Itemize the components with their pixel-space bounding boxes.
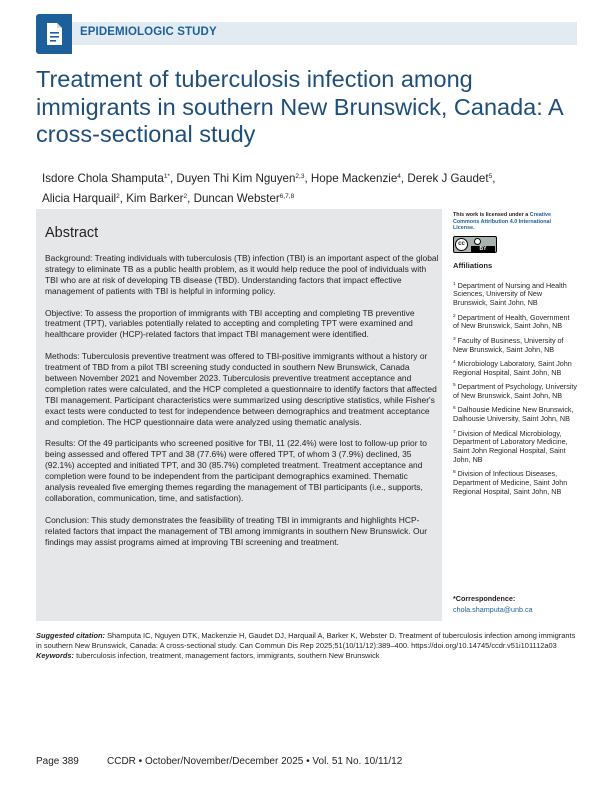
journal-issue: CCDR • October/November/December 2025 • Vol. 51 No. 10/11/12: [107, 756, 403, 767]
author-affiliation-ref: 2: [116, 193, 120, 200]
affiliation-number: 8: [453, 470, 456, 476]
author-affiliation-ref: 4: [397, 173, 401, 180]
author-name: Kim Barker: [126, 192, 184, 205]
affiliation-number: 3: [453, 336, 456, 342]
keywords-label: Keywords:: [36, 651, 75, 661]
author-name: Isdore Chola Shamputa: [42, 172, 164, 185]
affiliation-item: [453, 469, 577, 496]
affiliation-text: Division of Medical Microbiology, Department of Laboratory Medicine, Saint John Regional Hospital, Saint John, NB: [453, 428, 568, 464]
affiliation-text: Department of Nursing and Health Sciences, University of New Brunswick, Saint John, NB: [453, 280, 567, 308]
cc-icon: cc: [455, 238, 468, 251]
affiliation-item: [453, 429, 577, 465]
affiliation-text: Department of Health, Government of New Brunswick, Saint John, NB: [453, 312, 570, 331]
license-notice: [453, 212, 573, 232]
cc-by-badge[interactable]: [453, 236, 497, 253]
affiliation-text: Dalhousie Medicine New Brunswick, Dalhousie University, Saint John, NB: [453, 405, 574, 424]
abstract-objective: Objective: To assess the proportion of immigrants with TBI accepting and completing TB preventive treatment (TPT), variables potentially related to accepting and completing TPT were examined and healthcare provider (HCP)-related factors that impact TBI management were identified.: [45, 307, 415, 340]
affiliation-number: 4: [453, 359, 456, 365]
document-icon: [45, 22, 63, 46]
affiliations-heading: Affiliations: [453, 260, 493, 270]
document-icon-box: [36, 14, 72, 54]
abstract-results: Results: Of the 49 participants who screened positive for TBI, 11 (22.4%) were lost to follow-up prior to being assessed and offered TPT and 38 (77.6%) were offered TPT, of whom 3 (7.9%) declined, 35 (92.1%) accepted and initiated TPT, and 30 (85.7%) completed treatment. Treatment acceptance and completion were found to be independent from the participant demographics examined. Thematic analysis revealed five emerging themes regarding the management of TBI participants (i.e., supports, collaboration, communication, time, and satisfaction).: [45, 438, 427, 503]
correspondence-email[interactable]: chola.shamputa@unb.ca: [453, 604, 533, 614]
author-affiliation-ref: 6,7,8: [279, 193, 295, 200]
affiliation-text: Department of Psychology, University of New Brunswick, Saint John, NB: [453, 382, 577, 400]
abstract-heading: Abstract: [45, 225, 99, 241]
suggested-citation: [36, 631, 581, 662]
author-affiliation-ref: 5: [488, 173, 493, 180]
affiliation-item: [453, 359, 577, 378]
author-name: Derek J Gaudet: [407, 172, 489, 185]
abstract-methods: Methods: Tuberculosis preventive treatment was offered to TBI-positive immigrants without a history or treatment of TBD from a pilot TBI screening study conducted in southern New Brunswick, Canada between November 2021 and November 2023. Tuberculosis preventive treatment acceptance and completion rates were calculated, and the HCP completed a questionnaire to identify factors that affected TBI management. Participant characteristics were summarized using descriptive statistics, while Fisher's exact tests were conducted to test for independence between demographics and treatment acceptance and completion. The HCP questionnaire data were analyzed using thematic analysis.: [45, 351, 437, 427]
correspondence-label: *Correspondence:: [453, 594, 516, 603]
affiliation-number: 1: [453, 281, 456, 287]
affiliation-text: Division of Infectious Diseases, Department of Medicine, Saint John Regional Hospital, Saint John, NB: [453, 469, 568, 496]
author-name: Hope Mackenzie: [310, 172, 398, 185]
section-banner-bar: [72, 22, 577, 45]
abstract-conclusion: Conclusion: This study demonstrates the feasibility of treating TBI in immigrants and highlights HCP-related factors that impact the management of TBI among immigrants in southern New Brunswick. Our findings may assist programs aimed at improving TBI screening and treatment.: [45, 514, 428, 547]
attribution-icon: [474, 238, 481, 245]
affiliations-list: [453, 281, 577, 497]
author-affiliation-ref: 2,3: [295, 173, 305, 180]
author-name: Duyen Thi Kim Nguyen: [176, 172, 296, 185]
affiliation-number: 5: [453, 383, 456, 389]
citation-label: Suggested citation:: [36, 631, 106, 640]
affiliation-text: Faculty of Business, University of New Brunswick, Saint John, NB: [453, 335, 564, 354]
author-affiliation-ref: 2: [183, 193, 188, 200]
affiliation-item: [453, 313, 577, 332]
cc-by-label: BY: [471, 246, 495, 252]
affiliation-number: 7: [453, 429, 456, 435]
author-affiliation-ref: 1*: [163, 173, 170, 180]
author-list: Isdore Chola Shamputa$^{1*}$, Duyen Thi Kim Nguyen$^{2,3}$, Hope Mackenzie$^4$, Derek J Gaudet$^5$, Alicia Harquail$^2$, Kim Barker$^2$, Duncan Webster$^{6,7,8}$: [42, 172, 496, 205]
abstract-background: Background: Treating individuals with tuberculosis (TB) infection (TBI) is an important aspect of the global strategy to eliminate TB as a public health problem, as it would help reduce the pool of individuals with TBI who are at risk of developing TB disease (TBD). Understanding factors that impact effective management of patients with TBI is helpful in informing policy.: [45, 253, 439, 296]
correspondence: [453, 594, 577, 615]
author-name: Alicia Harquail: [42, 192, 117, 205]
abstract-box: [36, 209, 442, 621]
citation-text: Shamputa IC, Nguyen DTK, Mackenzie H, Gaudet DJ, Harquail A, Barker K, Webster D. Treatment of tuberculosis infection among immigrants in southern New Brunswick, Canada: A cross-sectional study. Can Commun Dis Rep 2025;51(10/11/12):389–400. https://doi.org/10.14745/ccdr.v51i101112a03: [36, 631, 576, 651]
affiliation-item: [453, 405, 577, 424]
affiliation-number: 6: [453, 406, 456, 412]
abstract-body: [45, 253, 439, 558]
license-prefix: This work is licensed under a: [453, 212, 530, 218]
license-link[interactable]: Creative Commons Attribution 4.0 International License.: [453, 212, 552, 232]
affiliation-item: [453, 382, 577, 401]
sidebar: [453, 212, 577, 501]
keywords-text: tuberculosis infection, treatment, management factors, immigrants, southern New Brunswick: [74, 651, 380, 661]
affiliation-text: Microbiology Laboratory, Saint John Regional Hospital, Saint John, NB: [453, 358, 572, 377]
section-banner: [36, 14, 577, 49]
author-name: Duncan Webster: [193, 192, 280, 205]
page-number: Page 389: [36, 756, 79, 767]
affiliation-number: 2: [453, 313, 456, 319]
affiliation-item: [453, 336, 577, 355]
section-label: EPIDEMIOLOGIC STUDY: [80, 26, 217, 38]
affiliation-item: [453, 281, 577, 308]
article-title: Treatment of tuberculosis infection among immigrants in southern New Brunswick, Canada: A cross-sectional study: [36, 66, 563, 147]
